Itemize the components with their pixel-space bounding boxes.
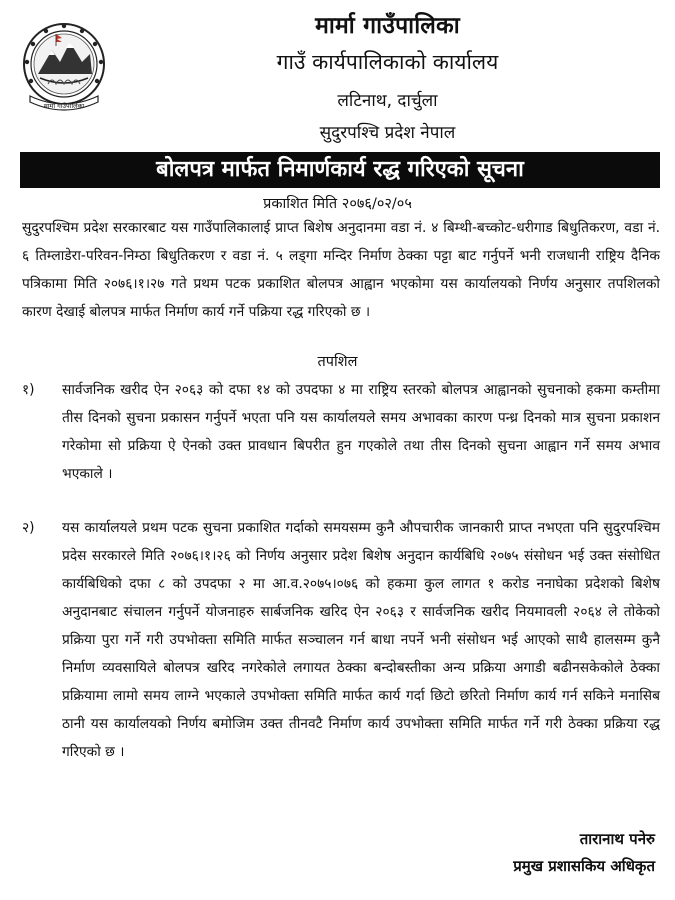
detail-item <box>22 376 660 488</box>
published-date: प्रकाशित मिति २०७६/०२/०५ <box>263 196 412 212</box>
office-name: गाउँ कार्यपालिकाको कार्यालय <box>276 50 499 74</box>
province-name: सुदुरपश्चि प्रदेश नेपाल <box>319 123 456 143</box>
detail-item-number: १) <box>22 382 35 398</box>
detail-item <box>22 514 660 766</box>
municipality-emblem-icon <box>22 22 106 118</box>
notice-title: बोलपत्र मार्फत निमार्णकार्य रद्ध गरिएको सूचना <box>20 152 660 188</box>
signatory-name: तारानाथ पनेरु <box>579 830 655 848</box>
detail-item-number: २) <box>22 520 35 536</box>
notice-intro-paragraph: सुदुरपश्चिम प्रदेश सरकारबाट यस गाउँपालिकालाई प्राप्त बिशेष अनुदानमा वडा नं. ४ बिम्थी-बच्कोट-धरीगाड बिधुतिकरण, वडा नं. ६ तिम्लाडेरा-परिवन-निम्ठा बिधुतिकरण र वडा नं. ५ लड्गा मन्दिर निर्माण ठेक्का पट्टा बाट गर्नुपर्ने भनी राजधानी राष्ट्रिय दैनिक पत्रिकामा मिति २०७६।१।२७ गते प्रथम पटक प्रकाशित बोलपत्र आह्वान भएकोमा यस कार्यालयको निर्णय अनुसार तपशिलको कारण देखाई बोलपत्र मार्फत निर्माण कार्य गर्ने पक्रिया रद्ध गरिएको छ । <box>22 220 660 320</box>
detail-item-text: यस कार्यालयले प्रथम पटक सुचना प्रकाशित गर्दाको समयसम्म कुनै औपचारीक जानकारी प्राप्त नभएता पनि सुदुरपश्चिम प्रदेस सरकारले मिति २०७६।१।२६ को निर्णय अनुसार प्रदेश बिशेष अनुदान कार्यबिधि २०७५ संसोधन भई उक्त संसोधित कार्यबिधिको दफा ८ को उपदफा २ मा आ.व.२०७५।०७६ को हकमा कुल लागत १ करोड ननाघेका प्रदेशको बिशेष अनुदानबाट संचालन गर्नुपर्ने योजनाहरु सार्बजनिक खरिद ऐन २०६३ र सार्वजनिक खरीद नियमावली २०६४ ले तोकेको प्रक्रिया पुरा गर्ने गरी उपभोक्ता समिति मार्फत सञ्चालन गर्न बाधा नपर्ने भनी संसोधन भई आएको साथै हालसम्म कुनै निर्माण व्यवसायिले बोलपत्र खरिद नगरेकोले लगायत ठेक्का बन्दोबस्तीका अन्य प्रक्रिया अगाडी बढीनसकेकोले ठेक्का प्रक्रियामा लामो समय लाग्ने भएकाले उपभोक्ता समिति मार्फत कार्य गर्दा छिटो छरितो निर्माण कार्य गर्न सकिने मनासिब ठानी यस कार्यालयको निर्णय बमोजिम उक्त तीनवटै निर्माण कार्य उपभोक्ता समिति मार्फत गर्ने गरी ठेक्का प्रक्रिया रद्ध गरिएको छ । <box>62 520 660 760</box>
details-heading: तपशिल <box>317 354 358 370</box>
office-location: लटिनाथ, दार्चुला <box>337 91 438 111</box>
detail-item-text: सार्वजनिक खरीद ऐन २०६३ को दफा १४ को उपदफा ४ मा राष्ट्रिय स्तरको बोलपत्र आह्वानको सुचनाको हकमा कम्तीमा तीस दिनको सुचना प्रकासन गर्नुपर्ने भएता पनि यस कार्यालयले समय अभावका कारण पन्ध्र दिनको मात्र सुचना प्रकाशन गरेकोमा सो प्रक्रिया ऐ ऐनको उक्त प्रावधान बिपरीत हुन गएकोले तथा तीस दिनको सुचना आह्वान गर्ने समय अभाव भएकाले । <box>62 382 660 482</box>
municipality-name: मार्मा गाउँपालिका <box>315 13 460 39</box>
signatory-title: प्रमुख प्रशासकिय अधिकृत <box>513 857 655 875</box>
emblem-label: मार्मा गाउँपालिका <box>43 102 85 110</box>
